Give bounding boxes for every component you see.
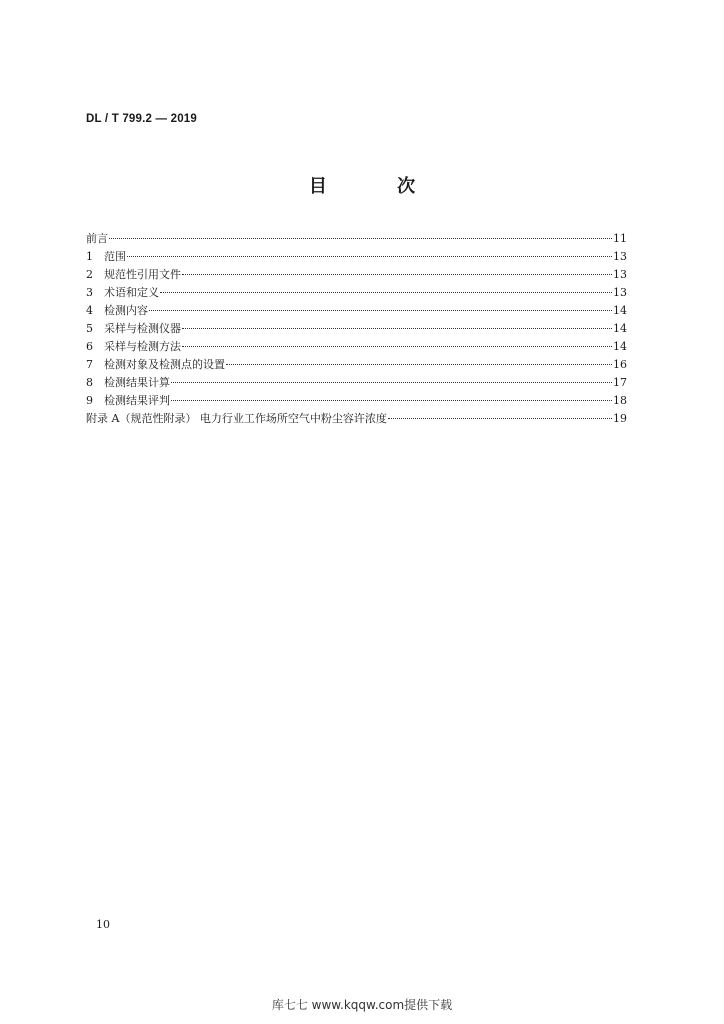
toc-item-page: 13 [613, 286, 627, 299]
toc-leader-dots [160, 292, 612, 293]
toc-item-page: 18 [613, 394, 627, 407]
toc-item-normative-references[interactable] [86, 266, 627, 284]
toc-item-number: 2 [86, 268, 93, 281]
toc-item-page: 11 [613, 232, 627, 245]
toc-item-number: 3 [86, 286, 93, 299]
toc-item-sampling-methods[interactable] [86, 338, 627, 356]
toc-item-result-evaluation[interactable] [86, 392, 627, 410]
toc-item-number: 5 [86, 322, 93, 335]
table-of-contents [86, 230, 627, 428]
toc-item-label: 采样与检测方法 [104, 340, 181, 353]
toc-leader-dots [149, 310, 612, 311]
toc-item-sampling-instruments[interactable] [86, 320, 627, 338]
toc-leader-dots [182, 274, 612, 275]
toc-item-page: 14 [613, 304, 627, 317]
toc-item-terms-definitions[interactable] [86, 284, 627, 302]
toc-item-page: 14 [613, 340, 627, 353]
toc-item-page: 14 [613, 322, 627, 335]
toc-leader-dots [171, 382, 612, 383]
toc-item-label: 附录 A（规范性附录） 电力行业工作场所空气中粉尘容许浓度 [86, 412, 387, 425]
toc-item-detection-content[interactable] [86, 302, 627, 320]
toc-item-number: 8 [86, 376, 93, 389]
toc-item-label: 术语和定义 [104, 286, 159, 299]
toc-item-number: 4 [86, 304, 93, 317]
toc-item-label: 采样与检测仪器 [104, 322, 181, 335]
toc-item-page: 16 [613, 358, 627, 371]
toc-item-label: 范围 [104, 250, 126, 263]
toc-leader-dots [182, 328, 612, 329]
toc-item-label: 规范性引用文件 [104, 268, 181, 281]
toc-item-page: 13 [613, 250, 627, 263]
toc-item-appendix-a[interactable] [86, 410, 627, 428]
toc-item-page: 19 [613, 412, 627, 425]
toc-item-result-calculation[interactable] [86, 374, 627, 392]
toc-item-label: 检测内容 [104, 304, 148, 317]
toc-leader-dots [127, 256, 612, 257]
toc-item-number: 6 [86, 340, 93, 353]
toc-item-scope[interactable] [86, 248, 627, 266]
toc-item-page: 13 [613, 268, 627, 281]
toc-leader-dots [182, 346, 612, 347]
toc-item-number: 7 [86, 358, 93, 371]
toc-item-label: 检测结果计算 [104, 376, 170, 389]
download-footer: 库七七 www.kqqw.com提供下载 [271, 998, 453, 1012]
toc-leader-dots [226, 364, 612, 365]
toc-leader-dots [109, 238, 612, 239]
toc-item-label: 前言 [86, 232, 108, 245]
toc-item-page: 17 [613, 376, 627, 389]
standard-code: DL / T 799.2 — 2019 [86, 113, 197, 125]
page-title: 目 次 [308, 176, 448, 197]
page-number: 10 [96, 918, 110, 931]
toc-leader-dots [171, 400, 612, 401]
toc-item-foreword[interactable] [86, 230, 627, 248]
toc-item-label: 检测结果评判 [104, 394, 170, 407]
toc-item-number: 9 [86, 394, 93, 407]
toc-item-label: 检测对象及检测点的设置 [104, 358, 225, 371]
toc-leader-dots [388, 418, 612, 419]
toc-item-detection-objects[interactable] [86, 356, 627, 374]
toc-item-number: 1 [86, 250, 93, 263]
